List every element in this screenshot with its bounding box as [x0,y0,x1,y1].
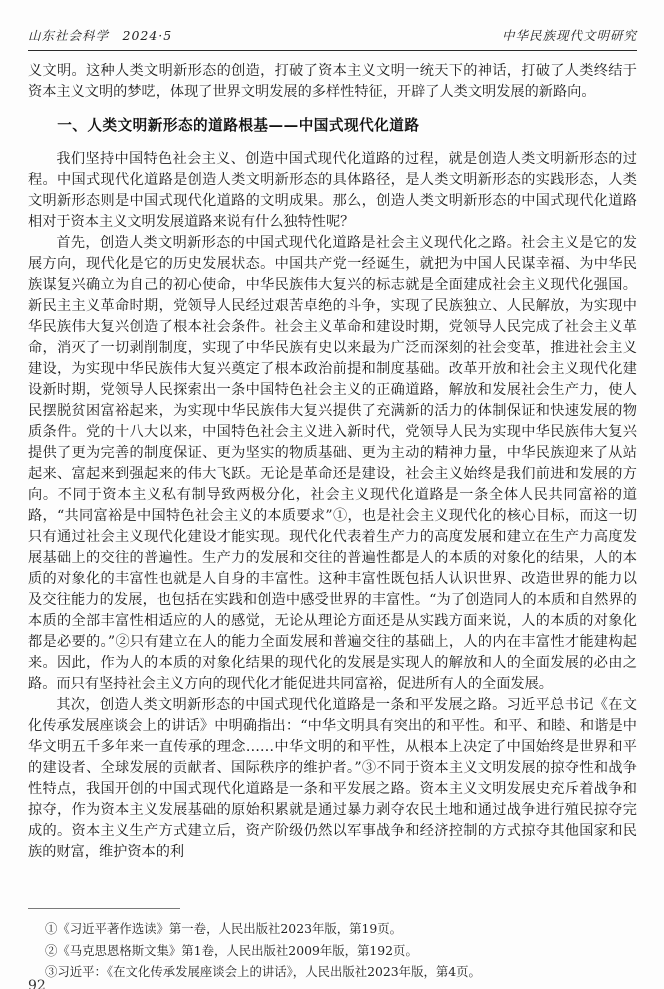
footnote-divider [28,908,180,909]
footnote: ①《习近平著作选读》第一卷，人民出版社2023年版，第19页。 [45,921,403,936]
footnote: ③习近平：《在文化传承发展座谈会上的讲话》，人民出版社2023年版，第4页。 [45,964,481,979]
journal-issue-label: 山东社会科学 2024·5 [28,28,173,43]
footnotes-section [28,908,637,984]
paragraph-continuation: 义文明。这种人类文明新形态的创造，打破了资本主义文明一统天下的神话，打破了人类终结于资本主义文明的梦呓，体现了世界文明发展的多样性特征，开辟了人类文明发展的新路向。 [28,63,637,100]
paragraph: 首先，创造人类文明新形态的中国式现代化道路是社会主义现代化之路。社会主义是它的发展方向，现代化是它的历史发展状态。中国共产党一经诞生，就把为中国人民谋幸福、为中华民族谋复兴确立为自己的初心使命，中华民族伟大复兴的标志就是全面建成社会主义现代化强国。新民主主义革命时期，党领导人民经过艰苦卓绝的斗争，实现了民族独立、人民解放，为实现中华民族伟大复兴创造了根本社会条件。社会主义革命和建设时期，党领导人民完成了社会主义革命，消灭了一切剥削制度，实现了中华民族有史以来最为广泛而深刻的社会变革，推进社会主义建设，为实现中华民族伟大复兴奠定了根本政治前提和制度基础。改革开放和社会主义现代化建设新时期，党领导人民探索出一条中国特色社会主义的正确道路，解放和发展社会生产力，使人民摆脱贫困富裕起来，为实现中华民族伟大复兴提供了充满新的活力的体制保证和快速发展的物质条件。党的十八大以来，中国特色社会主义进入新时代，党领导人民为实现中华民族伟大复兴提供了更为完善的制度保证、更为坚实的物质基础、更为主动的精神力量，中华民族迎来了从站起来、富起来到强起来的伟大飞跃。无论是革命还是建设，社会主义始终是我们前进和发展的方向。不同于资本主义私有制导致两极分化，社会主义现代化道路是一条全体人民共同富裕的道路，“共同富裕是中国特色社会主义的本质要求”①，也是社会主义现代化的核心目标，而这一切只有通过社会主义现代化建设才能实现。现代化代表着生产力的高度发展和建立在生产力高度发展基础上的交往的普遍性。生产力的发展和交往的普遍性都是人的本质的对象化的结果，人的本质的对象化的丰富性也就是人自身的丰富性。这种丰富性既包括人认识世界、改造世界的能力以及交往能力的发展，也包括在实践和创造中感受世界的丰富性。“为了创造同人的本质和自然界的本质的全部丰富性相适应的人的感觉，无论从理论方面还是从实践方面来说，人的本质的对象化都是必要的。”②只有建立在人的能力全面发展和普遍交往的基础上，人的内在丰富性才能建构起来。因此，作为人的本质的对象化结果的现代化的发展是实现人的解放和人的全面发展的必由之路。而只有坚持社会主义方向的现代化才能促进共同富裕，促进所有人的全面发展。 [28,235,637,692]
header-divider [28,50,637,51]
paragraph: 其次，创造人类文明新形态的中国式现代化道路是一条和平发展之路。习近平总书记《在文化传承发展座谈会上的讲话》中明确指出：“中华文明具有突出的和平性。和平、和睦、和谐是中华文明五千多年来一直传承的理念……中华文明的和平性，从根本上决定了中国始终是世界和平的建设者、全球发展的贡献者、国际秩序的维护者。”③不同于资本主义文明发展的掠夺性和战争性特点，我国开创的中国式现代化道路是一条和平发展之路。资本主义文明发展史充斥着战争和掠夺，作为资本主义发展基础的原始积累就是通过暴力剥夺农民土地和通过战争进行殖民掠夺完成的。资本主义生产方式建立后，资产阶级仍然以军事战争和经济控制的方式掠夺其他国家和民族的财富，维护资本的利 [28,697,637,860]
footnote: ②《马克思恩格斯文集》第1卷，人民出版社2009年版，第192页。 [45,942,418,958]
column-title-label: 中华民族现代文明研究 [501,28,637,43]
page-number: 92 [28,978,46,989]
article-body [28,61,637,863]
paragraph: 我们坚持中国特色社会主义、创造中国式现代化道路的过程，就是创造人类文明新形态的过程。中国式现代化道路是创造人类文明新形态的具体路径，是人类文明新形态的实践形态，人类文明新形态则是中国式现代化道路的文明成果。那么，创造人类文明新形态的中国式现代化道路相对于资本主义文明发展道路来说有什么独特性呢？ [28,151,637,230]
running-head [28,26,637,44]
section-heading: 一、人类文明新形态的道路根基——中国式现代化道路 [57,117,420,134]
